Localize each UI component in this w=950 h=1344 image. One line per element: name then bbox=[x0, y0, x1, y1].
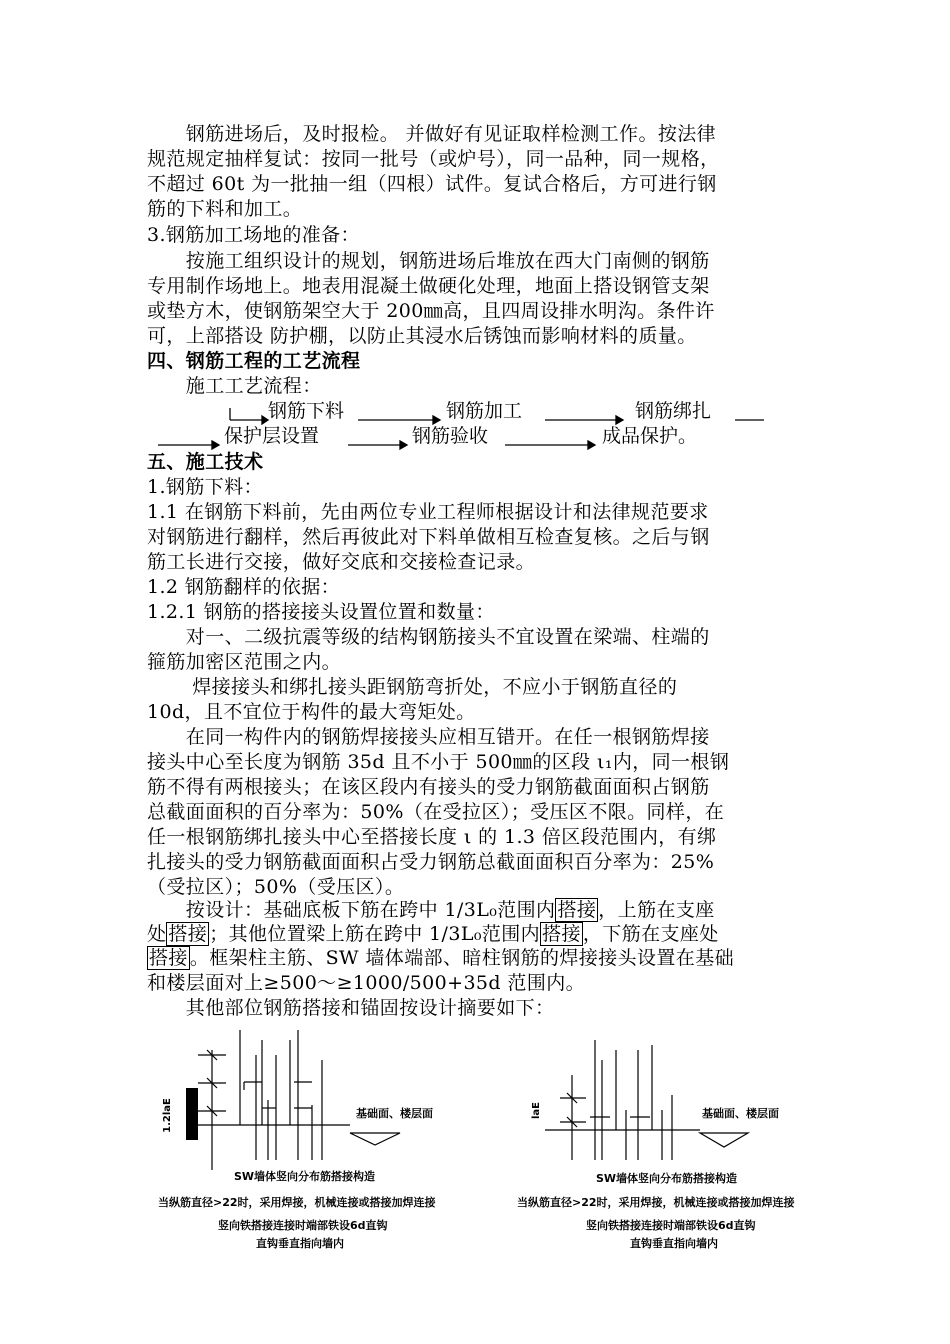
paragraph-line: 箍筋加密区范围之内。 bbox=[147, 651, 342, 673]
paragraph-line: 在同一构件内的钢筋焊接接头应相互错开。在任一根钢筋焊接 bbox=[147, 726, 710, 748]
diagram-note: 当纵筋直径>22时，采用焊接，机械连接或搭接加焊连接 bbox=[158, 1196, 436, 1209]
flow-step-5: 钢筋验收 bbox=[412, 425, 489, 447]
paragraph-line: 规范规定抽样复试：按同一批号（或炉号），同一品种，同一规格， bbox=[147, 148, 720, 170]
paragraph-line: 总截面面积的百分率为：50%（在受拉区）；受压区不限。同样，在 bbox=[147, 801, 725, 823]
diagram-note: 直钩垂直指向墙内 bbox=[256, 1237, 344, 1250]
paragraph-line: 可，上部搭设 防护棚，以防止其浸水后锈蚀而影响材料的质量。 bbox=[147, 325, 697, 347]
paragraph-line: 筋不得有两根接头；在该区段内有接头的受力钢筋截面面积占钢筋 bbox=[147, 776, 710, 798]
text-segment: 按设计：基础底板下筋在跨中 1/3L₀范围内 bbox=[147, 899, 556, 921]
floor-label: 基础面、楼层面 bbox=[356, 1107, 433, 1120]
diagram-note: 竖向铁搭接连接时端部铁设6d直钩 bbox=[218, 1219, 388, 1232]
text-segment: ，下筋在支座处 bbox=[582, 923, 719, 945]
boxed-term: 搭接 bbox=[168, 923, 208, 945]
paragraph-line: 钢筋进场后，及时报检。 并做好有见证取样检测工作。按法律 bbox=[147, 123, 717, 145]
paragraph-line: 焊接接头和绑扎接头距钢筋弯折处，不应小于钢筋直径的 bbox=[147, 676, 678, 698]
boxed-term: 搭接 bbox=[557, 899, 597, 921]
diagram-title: SW墙体竖向分布筋搭接构造 bbox=[234, 1170, 376, 1183]
paragraph-line: 接头中心至长度为钢筋 35d 且不小于 500㎜的区段 ι₁内，同一根钢 bbox=[147, 751, 730, 773]
flow-step-3: 钢筋绑扎 bbox=[635, 400, 712, 422]
flow-step-1: 钢筋下料 bbox=[268, 400, 345, 422]
diagram-title: SW墙体竖向分布筋搭接构造 bbox=[596, 1172, 738, 1185]
paragraph-line: 按施工组织设计的规划，钢筋进场后堆放在西大门南侧的钢筋 bbox=[147, 250, 710, 272]
flow-step-2: 钢筋加工 bbox=[446, 400, 523, 422]
paragraph-line: 不超过 60t 为一批抽一组（四根）试件。复试合格后，方可进行钢 bbox=[147, 173, 717, 195]
text-segment: ，上筋在支座 bbox=[598, 899, 715, 921]
subheading: 1.钢筋下料： bbox=[147, 476, 263, 498]
paragraph-line: 或垫方木，使钢筋架空大于 200㎜高，且四周设排水明沟。条件许 bbox=[147, 300, 715, 322]
section-heading-5: 五、施工技术 bbox=[147, 451, 264, 473]
dimension-label: laE bbox=[531, 1101, 543, 1120]
paragraph-line: 和楼层面对上≥500～≥1000/500+35d 范围内。 bbox=[147, 972, 586, 994]
paragraph-line: 对钢筋进行翻样，然后再彼此对下料单做相互检查复核。之后与钢 bbox=[147, 526, 710, 548]
paragraph-line: 对一、二级抗震等级的结构钢筋接头不宜设置在梁端、柱端的 bbox=[147, 626, 710, 648]
section-heading-4: 四、钢筋工程的工艺流程 bbox=[147, 350, 361, 372]
flow-step-6: 成品保护。 bbox=[602, 425, 698, 447]
subheading: 3.钢筋加工场地的准备： bbox=[147, 224, 360, 246]
floor-label: 基础面、楼层面 bbox=[702, 1107, 779, 1120]
boxed-term: 搭接 bbox=[149, 947, 188, 969]
diagram-note: 竖向铁搭接连接时端部铁设6d直钩 bbox=[586, 1219, 756, 1232]
subheading: 1.2 钢筋翻样的依据： bbox=[147, 576, 341, 598]
diagram-note: 当纵筋直径>22时，采用焊接，机械连接或搭接加焊连接 bbox=[517, 1196, 795, 1209]
paragraph-line: 筋工长进行交接，做好交底和交接检查记录。 bbox=[147, 551, 536, 573]
paragraph-line: 扎接头的受力钢筋截面面积占受力钢筋总截面面积百分率为：25% bbox=[147, 851, 715, 873]
paragraph-line: 任一根钢筋绑扎接头中心至搭接长度 ι 的 1.3 倍区段范围内，有绑 bbox=[147, 826, 717, 848]
text-segment: 。框架柱主筋、SW 墙体端部、暗柱钢筋的焊接接头设置在基础 bbox=[189, 947, 734, 969]
boxed-term: 搭接 bbox=[542, 923, 581, 945]
paragraph-line: 筋的下料和加工。 bbox=[147, 198, 303, 220]
flow-step-4: 保护层设置 bbox=[224, 425, 320, 447]
paragraph-line: 10d，且不宜位于构件的最大弯矩处。 bbox=[147, 701, 476, 723]
paragraph-line: 其他部位钢筋搭接和锚固按设计摘要如下： bbox=[147, 997, 555, 1019]
dimension-label: 1.2laE bbox=[161, 1098, 173, 1133]
paragraph-line: 专用制作场地上。地表用混凝土做硬化处理，地面上搭设钢管支架 bbox=[147, 275, 710, 297]
text-segment: ；其他位置梁上筋在跨中 1/3L₀范围内 bbox=[209, 923, 541, 945]
paragraph-line: 1.1 在钢筋下料前，先由两位专业工程师根据设计和法律规范要求 bbox=[147, 501, 709, 523]
paragraph-line: （受拉区）；50%（受压区）。 bbox=[147, 876, 405, 898]
subheading: 1.2.1 钢筋的搭接接头设置位置和数量： bbox=[147, 601, 495, 623]
diagram-note: 直钩垂直指向墙内 bbox=[630, 1237, 718, 1250]
flow-title: 施工工艺流程： bbox=[147, 375, 322, 397]
text-segment: 处 bbox=[147, 923, 167, 945]
